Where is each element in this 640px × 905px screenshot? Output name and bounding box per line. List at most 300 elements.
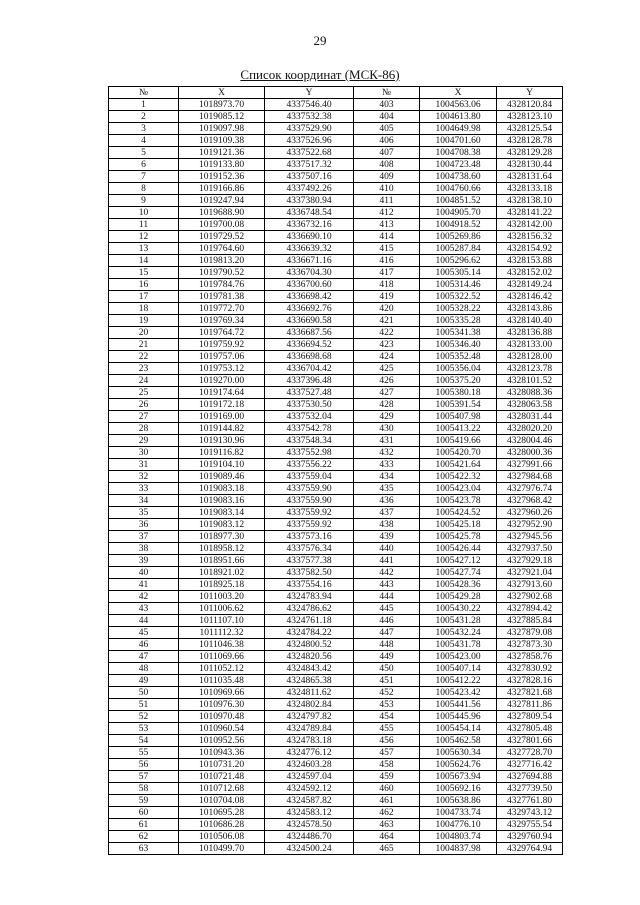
point-number-left: 49 (109, 675, 179, 687)
point-number-right: 431 (354, 435, 420, 447)
x-right: 1005335.28 (420, 315, 497, 327)
x-left: 1019729.52 (179, 231, 265, 243)
x-right: 1005425.18 (420, 519, 497, 531)
y-right: 4327991.66 (497, 459, 563, 471)
y-right: 4328142.00 (497, 219, 563, 231)
y-left: 4337548.34 (265, 435, 354, 447)
x-right: 1005424.52 (420, 507, 497, 519)
x-right: 1005427.74 (420, 567, 497, 579)
table-row (109, 699, 563, 711)
x-left: 1010695.28 (179, 807, 265, 819)
point-number-right: 404 (354, 111, 420, 123)
x-left: 1019133.80 (179, 159, 265, 171)
point-number-left: 8 (109, 183, 179, 195)
x-left: 1010976.30 (179, 699, 265, 711)
table-row (109, 819, 563, 831)
table-row (109, 567, 563, 579)
point-number-left: 37 (109, 531, 179, 543)
x-left: 1010969.66 (179, 687, 265, 699)
point-number-right: 455 (354, 723, 420, 735)
point-number-left: 39 (109, 555, 179, 567)
x-right: 1005296.62 (420, 255, 497, 267)
point-number-left: 33 (109, 483, 179, 495)
y-left: 4337507.16 (265, 171, 354, 183)
x-left: 1010721.48 (179, 771, 265, 783)
point-number-right: 417 (354, 267, 420, 279)
y-left: 4337529.90 (265, 123, 354, 135)
y-right: 4328123.10 (497, 111, 563, 123)
x-left: 1010960.54 (179, 723, 265, 735)
table-row (109, 387, 563, 399)
table-row (109, 243, 563, 255)
y-left: 4337532.04 (265, 411, 354, 423)
x-left: 1010943.36 (179, 747, 265, 759)
x-left: 1019247.94 (179, 195, 265, 207)
x-right: 1004723.48 (420, 159, 497, 171)
x-right: 1004708.38 (420, 147, 497, 159)
point-number-left: 24 (109, 375, 179, 387)
y-right: 4328125.54 (497, 123, 563, 135)
point-number-left: 35 (109, 507, 179, 519)
header-y-right: Y (497, 87, 563, 99)
x-right: 1005346.40 (420, 339, 497, 351)
table-row (109, 159, 563, 171)
table-body (109, 99, 563, 855)
x-left: 1019764.60 (179, 243, 265, 255)
point-number-left: 7 (109, 171, 179, 183)
y-right: 4327976.74 (497, 483, 563, 495)
y-left: 4324820.56 (265, 651, 354, 663)
point-number-right: 460 (354, 783, 420, 795)
y-left: 4324783.94 (265, 591, 354, 603)
x-left: 1019144.82 (179, 423, 265, 435)
y-right: 4328146.42 (497, 291, 563, 303)
point-number-right: 439 (354, 531, 420, 543)
x-left: 1011112.32 (179, 627, 265, 639)
x-left: 1011003.20 (179, 591, 265, 603)
point-number-right: 465 (354, 843, 420, 855)
y-right: 4327960.26 (497, 507, 563, 519)
y-right: 4328130.44 (497, 159, 563, 171)
x-right: 1005454.14 (420, 723, 497, 735)
table-row (109, 807, 563, 819)
x-right: 1005423.00 (420, 651, 497, 663)
table-row (109, 555, 563, 567)
point-number-left: 40 (109, 567, 179, 579)
point-number-left: 30 (109, 447, 179, 459)
x-right: 1005462.58 (420, 735, 497, 747)
table-row (109, 375, 563, 387)
x-right: 1005638.86 (420, 795, 497, 807)
point-number-left: 23 (109, 363, 179, 375)
point-number-left: 44 (109, 615, 179, 627)
table-row (109, 183, 563, 195)
x-right: 1005624.76 (420, 759, 497, 771)
point-number-left: 34 (109, 495, 179, 507)
point-number-left: 62 (109, 831, 179, 843)
x-right: 1004649.98 (420, 123, 497, 135)
coordinates-table (108, 86, 563, 855)
point-number-right: 456 (354, 735, 420, 747)
x-right: 1004905.70 (420, 207, 497, 219)
y-left: 4324603.28 (265, 759, 354, 771)
point-number-left: 12 (109, 231, 179, 243)
point-number-right: 454 (354, 711, 420, 723)
y-right: 4328128.00 (497, 351, 563, 363)
x-left: 1019166.86 (179, 183, 265, 195)
point-number-right: 413 (354, 219, 420, 231)
y-left: 4336698.42 (265, 291, 354, 303)
x-right: 1005423.42 (420, 687, 497, 699)
point-number-right: 457 (354, 747, 420, 759)
x-left: 1019130.96 (179, 435, 265, 447)
y-right: 4327809.54 (497, 711, 563, 723)
table-row (109, 399, 563, 411)
x-left: 1019083.18 (179, 483, 265, 495)
point-number-left: 31 (109, 459, 179, 471)
point-number-left: 4 (109, 135, 179, 147)
x-right: 1005422.32 (420, 471, 497, 483)
y-right: 4327828.16 (497, 675, 563, 687)
x-right: 1005430.22 (420, 603, 497, 615)
x-left: 1018977.30 (179, 531, 265, 543)
y-right: 4327821.68 (497, 687, 563, 699)
table-row (109, 435, 563, 447)
y-right: 4327811.86 (497, 699, 563, 711)
y-right: 4329764.94 (497, 843, 563, 855)
y-right: 4327694.88 (497, 771, 563, 783)
x-left: 1011107.10 (179, 615, 265, 627)
table-row (109, 267, 563, 279)
table-row (109, 483, 563, 495)
table-row (109, 615, 563, 627)
y-right: 4327801.66 (497, 735, 563, 747)
x-left: 1019172.18 (179, 399, 265, 411)
point-number-left: 58 (109, 783, 179, 795)
point-number-right: 421 (354, 315, 420, 327)
y-right: 4327873.30 (497, 639, 563, 651)
point-number-left: 11 (109, 219, 179, 231)
table-row (109, 471, 563, 483)
y-left: 4336704.30 (265, 267, 354, 279)
point-number-right: 446 (354, 615, 420, 627)
table-row (109, 591, 563, 603)
point-number-right: 419 (354, 291, 420, 303)
y-left: 4324500.24 (265, 843, 354, 855)
point-number-left: 20 (109, 327, 179, 339)
x-left: 1011052.12 (179, 663, 265, 675)
y-left: 4324789.84 (265, 723, 354, 735)
x-right: 1005673.94 (420, 771, 497, 783)
y-right: 4327805.48 (497, 723, 563, 735)
x-left: 1019790.52 (179, 267, 265, 279)
table-row (109, 783, 563, 795)
point-number-left: 1 (109, 99, 179, 111)
x-right: 1004738.60 (420, 171, 497, 183)
point-number-left: 27 (109, 411, 179, 423)
point-number-right: 426 (354, 375, 420, 387)
table-row (109, 687, 563, 699)
point-number-right: 432 (354, 447, 420, 459)
x-left: 1018925.18 (179, 579, 265, 591)
table-row (109, 795, 563, 807)
y-left: 4336687.56 (265, 327, 354, 339)
point-number-right: 414 (354, 231, 420, 243)
x-right: 1004851.52 (420, 195, 497, 207)
point-number-right: 424 (354, 351, 420, 363)
y-left: 4337582.50 (265, 567, 354, 579)
table-row (109, 747, 563, 759)
table-row (109, 327, 563, 339)
point-number-right: 445 (354, 603, 420, 615)
table-row (109, 111, 563, 123)
y-left: 4324797.82 (265, 711, 354, 723)
point-number-left: 59 (109, 795, 179, 807)
table-row (109, 99, 563, 111)
y-right: 4327945.56 (497, 531, 563, 543)
point-number-right: 434 (354, 471, 420, 483)
point-number-right: 403 (354, 99, 420, 111)
x-right: 1004803.74 (420, 831, 497, 843)
x-left: 1010499.70 (179, 843, 265, 855)
x-right: 1005287.84 (420, 243, 497, 255)
x-left: 1019772.70 (179, 303, 265, 315)
x-left: 1018973.70 (179, 99, 265, 111)
table-row (109, 255, 563, 267)
point-number-left: 47 (109, 651, 179, 663)
y-left: 4337576.34 (265, 543, 354, 555)
table-row (109, 831, 563, 843)
y-right: 4327984.68 (497, 471, 563, 483)
point-number-left: 51 (109, 699, 179, 711)
y-right: 4329760.94 (497, 831, 563, 843)
x-right: 1004760.66 (420, 183, 497, 195)
point-number-left: 42 (109, 591, 179, 603)
x-right: 1005431.28 (420, 615, 497, 627)
point-number-left: 60 (109, 807, 179, 819)
point-number-right: 453 (354, 699, 420, 711)
y-right: 4328133.18 (497, 183, 563, 195)
point-number-right: 407 (354, 147, 420, 159)
x-left: 1010686.28 (179, 819, 265, 831)
y-right: 4327968.42 (497, 495, 563, 507)
y-right: 4328143.86 (497, 303, 563, 315)
x-left: 1010970.48 (179, 711, 265, 723)
point-number-right: 438 (354, 519, 420, 531)
point-number-right: 423 (354, 339, 420, 351)
table-row (109, 627, 563, 639)
document-title: Список координат (МСК-86) (240, 67, 400, 82)
y-left: 4337554.16 (265, 579, 354, 591)
point-number-left: 28 (109, 423, 179, 435)
y-right: 4328063.58 (497, 399, 563, 411)
table-row (109, 603, 563, 615)
x-left: 1011035.48 (179, 675, 265, 687)
table-header-row (109, 87, 563, 99)
point-number-left: 41 (109, 579, 179, 591)
table-row (109, 207, 563, 219)
y-left: 4336748.54 (265, 207, 354, 219)
x-right: 1005630.34 (420, 747, 497, 759)
x-left: 1019688.90 (179, 207, 265, 219)
y-right: 4328031.44 (497, 411, 563, 423)
point-number-right: 427 (354, 387, 420, 399)
y-left: 4324811.62 (265, 687, 354, 699)
point-number-left: 57 (109, 771, 179, 783)
y-right: 4328136.88 (497, 327, 563, 339)
y-left: 4324865.38 (265, 675, 354, 687)
table-row (109, 663, 563, 675)
point-number-left: 18 (109, 303, 179, 315)
x-right: 1005426.44 (420, 543, 497, 555)
y-left: 4337559.04 (265, 471, 354, 483)
y-right: 4328131.64 (497, 171, 563, 183)
point-number-left: 19 (109, 315, 179, 327)
x-right: 1005407.98 (420, 411, 497, 423)
point-number-right: 436 (354, 495, 420, 507)
y-right: 4328004.46 (497, 435, 563, 447)
point-number-right: 416 (354, 255, 420, 267)
point-number-right: 411 (354, 195, 420, 207)
x-right: 1005441.56 (420, 699, 497, 711)
y-left: 4324486.70 (265, 831, 354, 843)
point-number-right: 425 (354, 363, 420, 375)
point-number-right: 440 (354, 543, 420, 555)
x-right: 1005421.64 (420, 459, 497, 471)
x-right: 1005380.18 (420, 387, 497, 399)
y-left: 4337546.40 (265, 99, 354, 111)
point-number-left: 3 (109, 123, 179, 135)
x-right: 1005356.04 (420, 363, 497, 375)
y-left: 4336671.16 (265, 255, 354, 267)
y-left: 4324776.12 (265, 747, 354, 759)
y-left: 4336694.52 (265, 339, 354, 351)
table-row (109, 507, 563, 519)
y-right: 4328152.02 (497, 267, 563, 279)
y-left: 4324761.18 (265, 615, 354, 627)
x-left: 1018951.66 (179, 555, 265, 567)
point-number-left: 10 (109, 207, 179, 219)
point-number-right: 437 (354, 507, 420, 519)
point-number-right: 409 (354, 171, 420, 183)
x-left: 1011006.62 (179, 603, 265, 615)
table-row (109, 639, 563, 651)
y-right: 4329755.54 (497, 819, 563, 831)
x-right: 1005427.12 (420, 555, 497, 567)
point-number-right: 451 (354, 675, 420, 687)
x-left: 1019757.06 (179, 351, 265, 363)
y-left: 4324786.62 (265, 603, 354, 615)
y-right: 4328153.88 (497, 255, 563, 267)
y-right: 4329743.12 (497, 807, 563, 819)
point-number-right: 408 (354, 159, 420, 171)
x-left: 1010704.08 (179, 795, 265, 807)
y-right: 4328129.28 (497, 147, 563, 159)
y-right: 4328128.78 (497, 135, 563, 147)
point-number-right: 452 (354, 687, 420, 699)
y-left: 4324800.52 (265, 639, 354, 651)
x-left: 1019813.20 (179, 255, 265, 267)
x-left: 1019270.00 (179, 375, 265, 387)
y-right: 4327929.18 (497, 555, 563, 567)
point-number-left: 15 (109, 267, 179, 279)
x-right: 1004733.74 (420, 807, 497, 819)
y-right: 4327858.76 (497, 651, 563, 663)
y-right: 4328154.92 (497, 243, 563, 255)
point-number-left: 22 (109, 351, 179, 363)
point-number-right: 461 (354, 795, 420, 807)
y-left: 4337542.78 (265, 423, 354, 435)
table-row (109, 219, 563, 231)
y-left: 4324783.18 (265, 735, 354, 747)
y-left: 4336704.42 (265, 363, 354, 375)
table-row (109, 531, 563, 543)
point-number-left: 61 (109, 819, 179, 831)
header-x-right: X (420, 87, 497, 99)
point-number-right: 429 (354, 411, 420, 423)
x-left: 1019753.12 (179, 363, 265, 375)
y-right: 4327728.70 (497, 747, 563, 759)
header-x-left: X (179, 87, 265, 99)
point-number-right: 441 (354, 555, 420, 567)
table-row (109, 363, 563, 375)
y-left: 4337522.68 (265, 147, 354, 159)
x-right: 1005428.36 (420, 579, 497, 591)
point-number-right: 428 (354, 399, 420, 411)
x-left: 1019109.38 (179, 135, 265, 147)
x-left: 1010712.68 (179, 783, 265, 795)
x-left: 1019116.82 (179, 447, 265, 459)
x-left: 1010731.20 (179, 759, 265, 771)
y-left: 4337492.26 (265, 183, 354, 195)
point-number-left: 48 (109, 663, 179, 675)
point-number-left: 54 (109, 735, 179, 747)
header-number-right: № (354, 87, 420, 99)
point-number-left: 53 (109, 723, 179, 735)
y-right: 4328149.24 (497, 279, 563, 291)
y-right: 4328120.84 (497, 99, 563, 111)
y-right: 4327952.90 (497, 519, 563, 531)
point-number-right: 464 (354, 831, 420, 843)
y-left: 4336732.16 (265, 219, 354, 231)
y-left: 4337559.90 (265, 495, 354, 507)
point-number-left: 5 (109, 147, 179, 159)
y-right: 4328141.22 (497, 207, 563, 219)
point-number-left: 25 (109, 387, 179, 399)
y-left: 4337396.48 (265, 375, 354, 387)
point-number-right: 444 (354, 591, 420, 603)
point-number-right: 430 (354, 423, 420, 435)
y-right: 4327937.50 (497, 543, 563, 555)
table-row (109, 771, 563, 783)
point-number-left: 13 (109, 243, 179, 255)
y-left: 4337559.92 (265, 507, 354, 519)
x-left: 1019104.10 (179, 459, 265, 471)
table-row (109, 723, 563, 735)
point-number-left: 38 (109, 543, 179, 555)
y-right: 4327902.68 (497, 591, 563, 603)
y-left: 4337380.94 (265, 195, 354, 207)
point-number-right: 415 (354, 243, 420, 255)
y-right: 4327761.80 (497, 795, 563, 807)
point-number-right: 458 (354, 759, 420, 771)
point-number-right: 447 (354, 627, 420, 639)
x-left: 1011069.66 (179, 651, 265, 663)
x-right: 1004837.98 (420, 843, 497, 855)
x-left: 1019121.36 (179, 147, 265, 159)
y-right: 4327921.04 (497, 567, 563, 579)
point-number-right: 462 (354, 807, 420, 819)
